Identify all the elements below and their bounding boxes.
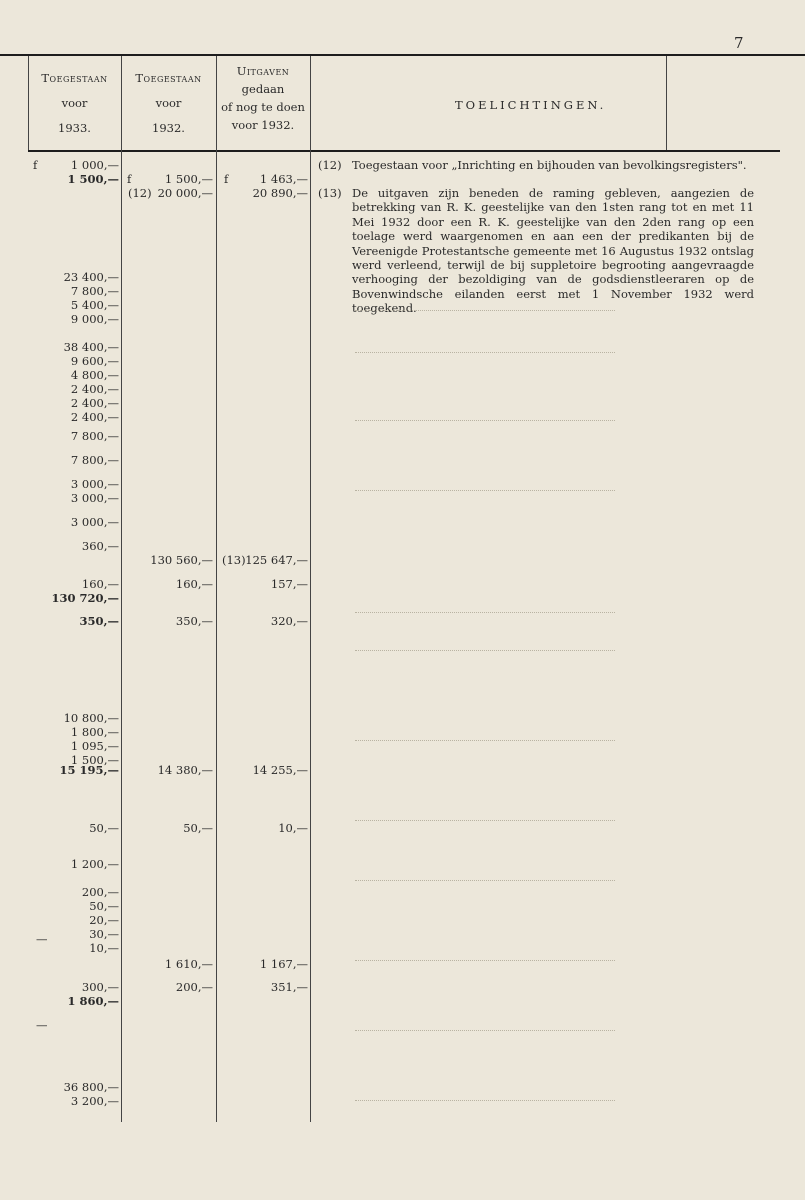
amount-1933: 5 400,— — [70, 298, 119, 312]
amount-1933: 200,— — [81, 885, 119, 899]
amount-uitgaven: 10,— — [278, 821, 308, 835]
amount-1933: 15 195,— — [59, 763, 119, 777]
dotted-leader — [355, 650, 615, 651]
dotted-leader — [355, 490, 615, 491]
amount-1933: 38 400,— — [63, 340, 119, 354]
amount-1933: 7 800,— — [70, 453, 119, 467]
page-number: 7 — [734, 34, 744, 52]
note-text: De uitgaven zijn beneden de raming gebleven, aangezien de betrekking van R. K. geestelijke van den 1sten rang tot en met 11 Mei 1932 door een R. K. geestelijke van den 2den rang op een toelage werd waargenomen en aan een der predikanten bij de Vereenigde Protestantsche gemeente met 16 Augustus 1932 ontslag werd verleend, terwijl de bij suppletoire begrooting aangevraagde verhooging der bezoldiging van de godsdienstleeraren op de Bovenwindsche eilanden eerst met 1 November 1932 werd toegekend. — [352, 186, 754, 316]
amount-uitgaven: 320,— — [270, 614, 308, 628]
note-text: Toegestaan voor „Inrichting en bijhouden van bevolkingsregisters". — [352, 158, 747, 172]
amount-uitgaven: 1 167,— — [259, 957, 308, 971]
column-divider — [121, 56, 122, 1122]
amount-1933: 1 500,— — [67, 172, 119, 186]
amount-1933: 3 000,— — [70, 515, 119, 529]
amount-1933: 2 400,— — [70, 396, 119, 410]
amount-1933: 23 400,— — [63, 270, 119, 284]
note-reference: (13) — [222, 553, 246, 567]
amount-1932: 14 380,— — [157, 763, 213, 777]
header-rule — [28, 150, 780, 152]
amount-1932: 1 500,— — [164, 172, 213, 186]
dotted-leader — [355, 1100, 615, 1101]
amount-uitgaven: 20 890,— — [252, 186, 308, 200]
amount-uitgaven: 1 463,— — [259, 172, 308, 186]
currency-sign: f — [127, 172, 132, 186]
dotted-leader — [355, 352, 615, 353]
amount-1933: 130 720,— — [51, 591, 119, 605]
column-header-1933: Toegestaan voor 1933. — [41, 71, 108, 135]
amount-1933: 36 800,— — [63, 1080, 119, 1094]
dotted-leader — [355, 880, 615, 881]
amount-uitgaven: 125 647,— — [245, 553, 308, 567]
amount-1933: 2 400,— — [70, 382, 119, 396]
amount-1932: 200,— — [175, 980, 213, 994]
currency-sign: f — [224, 172, 229, 186]
note-number: (12) — [318, 158, 342, 172]
amount-1933: 30,— — [89, 927, 119, 941]
dash-mark: — — [36, 932, 48, 946]
amount-1932: 20 000,— — [157, 186, 213, 200]
amount-1932: 160,— — [175, 577, 213, 591]
amount-1933: 160,— — [81, 577, 119, 591]
note-number: (13) — [318, 186, 342, 200]
amount-uitgaven: 351,— — [270, 980, 308, 994]
amount-1933: 1 500,— — [70, 753, 119, 767]
amount-1933: 9 000,— — [70, 312, 119, 326]
dotted-leader — [355, 612, 615, 613]
amount-1933: 1 800,— — [70, 725, 119, 739]
dotted-leader — [355, 820, 615, 821]
amount-1933: 3 000,— — [70, 477, 119, 491]
amount-1933: 50,— — [89, 821, 119, 835]
amount-1933: 7 800,— — [70, 284, 119, 298]
amount-1933: 3 200,— — [70, 1094, 119, 1108]
amount-1933: 20,— — [89, 913, 119, 927]
column-header-uitgaven: Uitgaven gedaan of nog te doen voor 1932. — [221, 64, 305, 132]
amount-1933: 9 600,— — [70, 354, 119, 368]
dotted-leader — [355, 740, 615, 741]
dash-mark: — — [36, 1018, 48, 1032]
amount-1933: 7 800,— — [70, 429, 119, 443]
amount-1933: 350,— — [79, 614, 119, 628]
amount-1932: 350,— — [175, 614, 213, 628]
amount-uitgaven: 14 255,— — [252, 763, 308, 777]
amount-1933: 4 800,— — [70, 368, 119, 382]
amount-1933: 300,— — [81, 980, 119, 994]
dotted-leader — [355, 1030, 615, 1031]
amount-uitgaven: 157,— — [270, 577, 308, 591]
amount-1933: 50,— — [89, 899, 119, 913]
amount-1932: 50,— — [183, 821, 213, 835]
dotted-leader — [355, 310, 615, 311]
amount-1932: 1 610,— — [164, 957, 213, 971]
amount-1933: 1 000,— — [70, 158, 119, 172]
currency-sign: f — [33, 158, 38, 172]
dotted-leader — [355, 420, 615, 421]
amount-1933: 10 800,— — [63, 711, 119, 725]
amount-1933: 10,— — [89, 941, 119, 955]
amount-1933: 1 860,— — [67, 994, 119, 1008]
amount-1933: 1 095,— — [70, 739, 119, 753]
amount-1932: 130 560,— — [150, 553, 213, 567]
amount-1933: 2 400,— — [70, 410, 119, 424]
amount-1933: 3 000,— — [70, 491, 119, 505]
amount-1933: 1 200,— — [70, 857, 119, 871]
column-header-toelichtingen: TOELICHTINGEN. — [455, 98, 607, 112]
amount-1933: 360,— — [81, 539, 119, 553]
column-header-1932: Toegestaan voor 1932. — [135, 71, 202, 135]
column-divider — [216, 56, 217, 1122]
column-divider — [310, 56, 311, 1122]
dotted-leader — [355, 960, 615, 961]
column-divider — [666, 56, 667, 150]
note-reference: (12) — [128, 186, 152, 200]
